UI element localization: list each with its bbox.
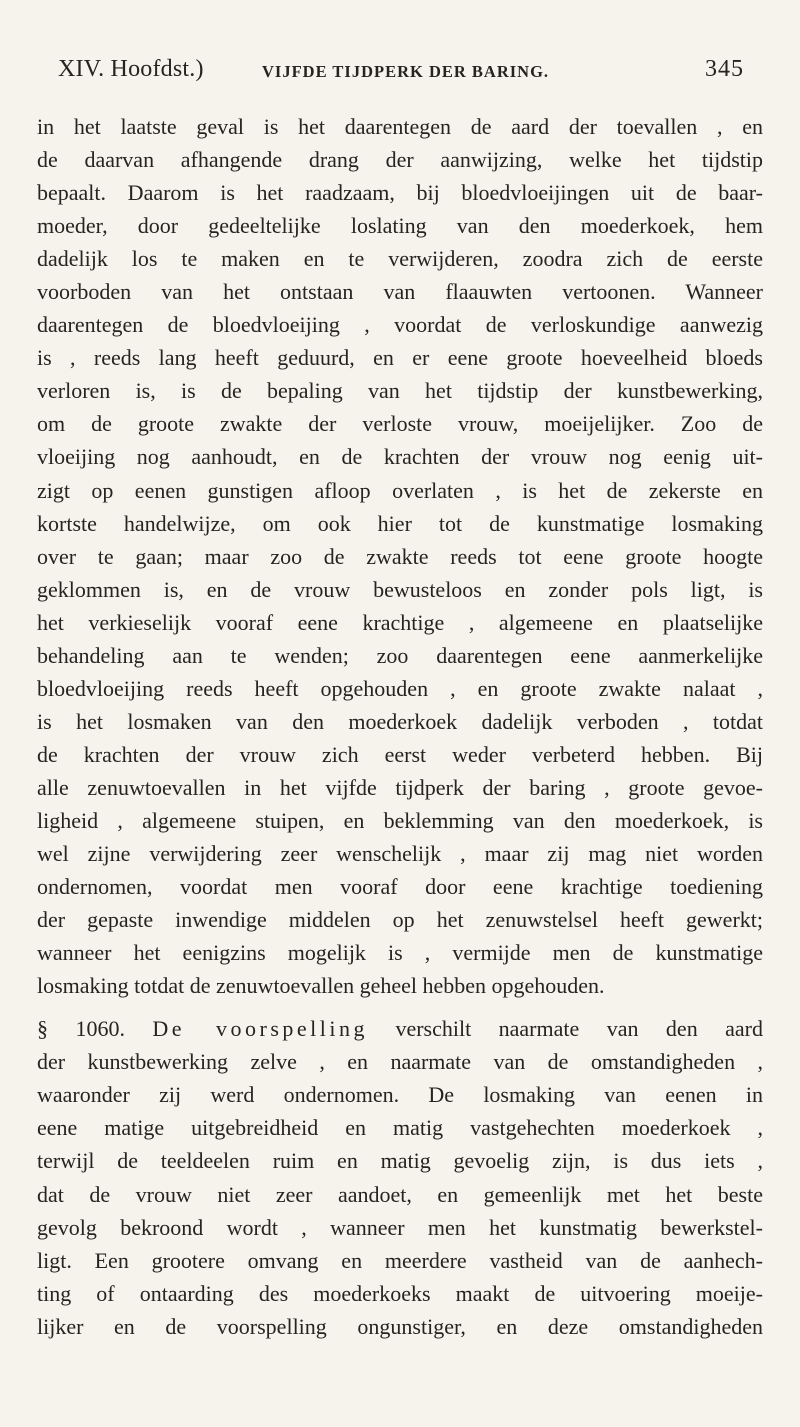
text-line: geklommen is, en de vrouw bewusteloos en zonder pols ligt, is xyxy=(37,576,763,602)
text-line: bepaalt. Daarom is het raadzaam, bij bloedvloeijingen uit de baar- xyxy=(37,180,763,206)
text-line: ondernomen, voordat men vooraf door eene krachtige toediening xyxy=(37,874,763,900)
text-line: het verkieselijk vooraf eene krachtige , algemeene en plaatselijke xyxy=(37,609,763,635)
text-line: losmaking totdat de zenuwtoevallen geheel hebben opgehouden. xyxy=(37,973,605,999)
text-line: dat de vrouw niet zeer aandoet, en gemeenlijk met het beste xyxy=(37,1181,763,1207)
text-line: der kunstbewerking zelve , en naarmate van de omstandigheden , xyxy=(37,1049,763,1075)
text-line: der gepaste inwendige middelen op het zenuwstelsel heeft gewerkt; xyxy=(37,907,763,933)
spaced-term: De voorspelling xyxy=(152,1016,368,1042)
text-line: verloren is, is de bepaling van het tijdstip der kunstbewerking, xyxy=(37,378,763,404)
text-line: ting of ontaarding des moederkoeks maakt de uitvoering moeije- xyxy=(37,1280,763,1306)
paragraph-1 xyxy=(37,110,763,1002)
first-line-text: verschilt naarmate van den aard xyxy=(395,1016,763,1042)
text-line: ligt. Een grootere omvang en meerdere vastheid van de aanhech- xyxy=(37,1247,763,1273)
text-line: kortste handelwijze, om ook hier tot de kunstmatige losmaking xyxy=(37,510,763,536)
text-line: lijker en de voorspelling ongunstiger, en deze omstandigheden xyxy=(37,1313,763,1339)
text-line: de krachten der vrouw zich eerst weder verbeterd hebben. Bij xyxy=(37,741,763,767)
page-number: 345 xyxy=(705,56,744,82)
chapter-reference: XIV. Hoofdst.) xyxy=(58,56,204,82)
text-line: in het laatste geval is het daarentegen de aard der toevallen , en xyxy=(37,114,763,139)
text-line: wanneer het eenigzins mogelijk is , vermijde men de kunstmatige xyxy=(37,940,763,966)
section-number: § 1060. xyxy=(37,1016,125,1042)
text-line: moeder, door gedeeltelijke loslating van den moederkoek, hem xyxy=(37,213,763,239)
text-line: eene matige uitgebreidheid en matig vastgehechten moederkoek , xyxy=(37,1115,763,1141)
body-text xyxy=(37,110,763,1343)
text-line: voorboden van het ontstaan van flaauwten vertoonen. Wanneer xyxy=(37,279,763,305)
running-head xyxy=(58,56,744,90)
text-line: de daarvan afhangende drang der aanwijzing, welke het tijdstip xyxy=(37,147,763,173)
text-line: waaronder zij werd ondernomen. De losmaking van eenen in xyxy=(37,1082,763,1108)
text-line: is , reeds lang heeft geduurd, en er eene groote hoeveelheid bloeds xyxy=(37,345,763,371)
text-line: behandeling aan te wenden; zoo daarentegen eene aanmerkelijke xyxy=(37,642,763,668)
text-line: om de groote zwakte der verloste vrouw, moeijelijker. Zoo de xyxy=(37,411,763,437)
text-line: zigt op eenen gunstigen afloop overlaten , is het de zekerste en xyxy=(37,477,763,503)
text-line: dadelijk los te maken en te verwijderen, zoodra zich de eerste xyxy=(37,246,763,272)
text-line: bloedvloeijing reeds heeft opgehouden , en groote zwakte nalaat , xyxy=(37,675,763,701)
paragraph-2 xyxy=(37,1012,763,1342)
text-line: alle zenuwtoevallen in het vijfde tijdperk der baring , groote gevoe- xyxy=(37,774,763,800)
text-line: over te gaan; maar zoo de zwakte reeds tot eene groote hoogte xyxy=(37,543,763,569)
text-line: is het losmaken van den moederkoek dadelijk verboden , totdat xyxy=(37,708,763,734)
text-line: ligheid , algemeene stuipen, en beklemming van den moederkoek, is xyxy=(37,807,763,833)
text-line: gevolg bekroond wordt , wanneer men het kunstmatig bewerkstel- xyxy=(37,1214,763,1240)
text-line: wel zijne verwijdering zeer wenschelijk , maar zij mag niet worden xyxy=(37,841,763,867)
section-title: VIJFDE TIJDPERK DER BARING. xyxy=(262,62,550,81)
text-line: daarentegen de bloedvloeijing , voordat de verloskundige aanwezig xyxy=(37,312,763,338)
section-first-line xyxy=(37,1012,763,1045)
text-line: terwijl de teeldeelen ruim en matig gevoelig zijn, is dus iets , xyxy=(37,1148,763,1174)
text-line: vloeijing nog aanhoudt, en de krachten der vrouw nog eenig uit- xyxy=(37,444,763,470)
